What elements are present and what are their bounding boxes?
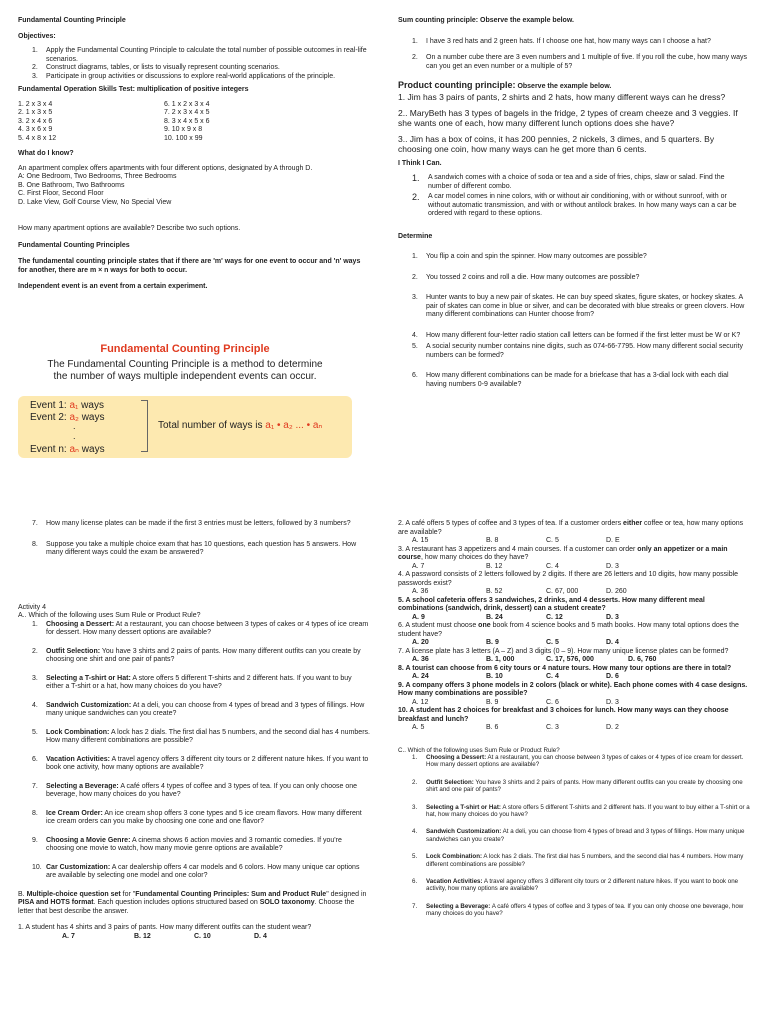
mc-question: 7. A license plate has 3 letters (A – Z) and 3 digits (0 – 9). How many unique license plates can be formed? bbox=[398, 647, 729, 655]
option[interactable]: D. 3 bbox=[606, 698, 619, 706]
option[interactable]: C. 6 bbox=[546, 698, 559, 706]
option[interactable]: C. 4 bbox=[546, 562, 559, 570]
option[interactable]: C. 17, 576, 000 bbox=[546, 656, 594, 663]
list-item: 5. Lock Combination: A lock has 2 dials. The first dial has 5 numbers, and the second dial has 4 numbers. How many different combinations are possible? bbox=[32, 728, 370, 744]
right-top-section bbox=[398, 17, 750, 389]
list-item: 6. How many different combinations can be made for a briefcase that has a 3-dial lock with each dial having numbers 0-9 available? bbox=[412, 372, 729, 388]
list-item: 1. I have 3 red hats and 2 green hats. If I choose one hat, how many ways can I choose a hat? bbox=[412, 37, 711, 45]
event-1: Event 1: a₁ ways bbox=[30, 400, 104, 411]
option[interactable]: B. 12 bbox=[134, 932, 151, 940]
what-block bbox=[18, 165, 370, 208]
event-2: Event 2: a₂ ways bbox=[30, 412, 105, 423]
option[interactable]: B. 9 bbox=[486, 639, 499, 646]
mc-options bbox=[398, 614, 750, 623]
option[interactable]: A. 12 bbox=[412, 698, 429, 706]
independent-definition: Independent event is an event from a certain experiment. bbox=[18, 283, 208, 290]
sum-heading: Sum counting principle: Observe the example below. bbox=[398, 17, 574, 24]
c-section bbox=[398, 747, 750, 918]
dots: . . bbox=[73, 421, 76, 441]
list-item: 3. Selecting a T-shirt or Hat: A store offers 5 different T-shirts and 2 different hats. If you want to buy either a T-shirt or a hat, how many choices do you have? bbox=[412, 803, 750, 818]
list-item: 3. 2 x 4 x 6 bbox=[18, 117, 53, 125]
mc-options bbox=[398, 656, 750, 665]
list-item: 3.. Jim has a box of coins, it has 200 pennies, 2 nickels, 3 dimes, and 5 quarters. By choosing one coin, how many ways can he get more than 6 cents. bbox=[398, 133, 715, 154]
paragraph: An apartment complex offers apartments with four different options, designated by A through D. bbox=[18, 164, 313, 172]
option[interactable]: C. 4 bbox=[546, 673, 559, 680]
option[interactable]: C. 5 bbox=[546, 639, 559, 646]
mc-question: 2. A café offers 5 types of coffee and 3 types of tea. If a customer orders either coffee or tea, how many options are available? bbox=[398, 520, 744, 536]
list-item: 7. Selecting a Beverage: A café offers 4 types of coffee and 3 types of tea. If you can only choose one beverage, how many choices do you have? bbox=[32, 782, 358, 798]
list-item: 1. A sandwich comes with a choice of soda or tea and a side of fries, chips, slaw or salad. Find the number of different combo. bbox=[412, 173, 725, 190]
option[interactable]: B. 52 bbox=[486, 588, 503, 595]
mc-question-1: 1. A student has 4 shirts and 3 pairs of pants. How many different outfits can the student wear? bbox=[18, 924, 312, 931]
option[interactable]: D. 4 bbox=[606, 639, 619, 646]
option[interactable]: C. 3 bbox=[546, 724, 559, 731]
infographic-title: Fundamental Counting Principle bbox=[100, 343, 270, 355]
list-item: 7. 2 x 3 x 4 x 5 bbox=[164, 109, 210, 116]
objectives-list bbox=[18, 47, 370, 81]
mc-question: 10. A student has 2 choices for breakfast and 3 choices for lunch. How many ways can they choose breakfast and lunch? bbox=[398, 707, 729, 723]
list-item: 10. Car Customization: A car dealership offers 4 car models and 6 colors. How many unique car options are available by selecting one model and one color? bbox=[32, 863, 360, 879]
option[interactable]: B. 9 bbox=[486, 698, 499, 706]
fcp-infographic bbox=[18, 343, 352, 461]
list-item: 2. 1 x 3 x 5 bbox=[18, 109, 53, 116]
c-list bbox=[398, 754, 750, 918]
mc-question: 8. A tourist can choose from 6 city tours or 4 nature tours. How many tour options are there in total? bbox=[398, 664, 732, 672]
option[interactable]: A. 9 bbox=[412, 613, 425, 621]
right-bottom-section bbox=[398, 520, 750, 918]
license-list bbox=[18, 520, 370, 558]
paragraph: B. One Bathroom, Two Bathrooms bbox=[18, 181, 125, 189]
mc-options bbox=[398, 673, 750, 682]
list-item: 6. Vacation Activities: A travel agency offers 3 different city tours or 2 different nature hikes. If you want to book one activity, how many options are available? bbox=[412, 877, 739, 893]
doc-title: Fundamental Counting Principle bbox=[18, 17, 126, 24]
list-item: 5. Lock Combination: A lock has 2 dials. The first dial has 5 numbers, and the second dial has 4 numbers. How many different combinations are possible? bbox=[412, 853, 744, 868]
list-item: 3. Selecting a T-shirt or Hat: A store offers 5 different T-shirts and 2 different hats. If you want to buy either a T-shirt or a hat, how many choices do you have? bbox=[32, 674, 352, 690]
option[interactable]: A. 5 bbox=[412, 724, 425, 731]
list-item: 1. Choosing a Dessert: At a restaurant, you can choose between 3 types of cakes or 4 types of ice cream for dessert. How many dessert options are available? bbox=[412, 753, 744, 769]
paragraph: A: One Bedroom, Two Bedrooms, Three Bedrooms bbox=[18, 173, 177, 180]
option[interactable]: A. 7 bbox=[412, 562, 425, 570]
mc-question: 5. A school cafeteria offers 3 sandwiches, 2 drinks, and 4 desserts. How many different meal combinations (sandwich, drink, dessert) can a student create? bbox=[398, 596, 705, 612]
brace bbox=[141, 400, 148, 452]
list-item: 4. How many different four-letter radio station call letters can be formed if the first letter must be W or K? bbox=[412, 331, 741, 339]
list-item: 2.. MaryBeth has 3 types of bagels in the fridge, 2 types of cream cheeze and 3 veggies. If she wants one of each, how many different lunch options does she have? bbox=[398, 107, 738, 128]
activity-list bbox=[18, 621, 370, 881]
list-item: 9. 10 x 9 x 8 bbox=[164, 126, 203, 133]
option[interactable]: B. 8 bbox=[486, 537, 499, 544]
option[interactable]: A. 15 bbox=[412, 537, 429, 544]
objectives-heading: Objectives: bbox=[18, 32, 56, 40]
option[interactable]: D. 2 bbox=[606, 724, 619, 731]
left-bottom-section bbox=[18, 520, 370, 941]
list-item: 6. Vacation Activities: A travel agency offers 3 different city tours or 2 different nature hikes. If you want to book one activity, how many options are available? bbox=[32, 755, 369, 771]
list-item: 9. Choosing a Movie Genre: A cinema shows 6 action movies and 3 romantic comedies. If you're choosing one movie to watch, how many movie genre options are available? bbox=[32, 836, 342, 852]
list-item: 2. Construct diagrams, tables, or lists to visually represent counting scenarios. bbox=[32, 64, 280, 71]
mc-question: 3. A restaurant has 3 appetizers and 4 main courses. If a customer can order only an appetizer or a main course, how many choices do they have? bbox=[398, 545, 728, 561]
list-item: 8. 3 x 4 x 5 x 6 bbox=[164, 117, 210, 125]
mc-options bbox=[398, 699, 750, 708]
list-item: 1. Choosing a Dessert: At a restaurant, you can choose between 3 types of cakes or 4 types of ice cream for dessert. How many dessert options are available? bbox=[32, 620, 369, 636]
list-item: 6. 1 x 2 x 3 x 4 bbox=[164, 100, 210, 108]
list-item: 8. Suppose you take a multiple choice exam that has 10 questions, each question has 5 answers. How many different ways could the exam be answered? bbox=[32, 540, 357, 556]
what-heading: What do I know? bbox=[18, 150, 74, 157]
c-heading: C.. Which of the following uses Sum Rule or Product Rule? bbox=[398, 746, 560, 754]
list-item: 10. 100 x 99 bbox=[164, 134, 203, 142]
event-n: Event n: aₙ ways bbox=[30, 444, 105, 455]
list-item: 2. Outfit Selection: You have 3 shirts and 2 pairs of pants. How many different outfits can you create by choosing one shirt and one pair of pants? bbox=[32, 647, 361, 663]
list-item: 5. A social security number contains nine digits, such as 074-66-7795. How many different social security numbers can be formed? bbox=[412, 343, 743, 359]
skills-grid bbox=[18, 101, 370, 144]
list-item: 3. Participate in group activities or discussions to explore real-world applications of the principle. bbox=[32, 72, 336, 80]
list-item: 3. Hunter wants to buy a new pair of skates. He can buy speed skates, figure skates, or hockey skates. A pair of skates can come in blue or silver, and can be decorated with blue streaks or green clovers. How many different combinations can Hunter choose from? bbox=[412, 294, 745, 318]
mc-options bbox=[398, 639, 750, 648]
list-item: 1. Apply the Fundamental Counting Principle to calculate the total number of possible outcomes in real-life scenarios. bbox=[32, 47, 367, 63]
list-item: 1. You flip a coin and spin the spinner. How many outcomes are possible? bbox=[412, 253, 647, 260]
mc-question: 6. A student must choose one book from 4 science books and 5 math books. How many total options does the student have? bbox=[398, 622, 739, 638]
list-item: 7. How many license plates can be made if the first 3 entries must be letters, followed by 3 numbers? bbox=[32, 520, 351, 527]
mc-question: 9. A company offers 3 phone models in 2 colors (black or white). Each phone comes with 4 case designs. How many combinations are possible? bbox=[398, 681, 748, 697]
option[interactable]: B. 10 bbox=[486, 673, 503, 680]
paragraph: C. First Floor, Second Floor bbox=[18, 190, 104, 197]
skills-heading: Fundamental Operation Skills Test: multiplication of positive integers bbox=[18, 86, 249, 93]
list-item: 4. 3 x 6 x 9 bbox=[18, 126, 53, 133]
activity-heading: Activity 4 bbox=[18, 603, 47, 611]
ithink-list bbox=[398, 174, 750, 219]
list-item: 2. On a number cube there are 3 even numbers and 1 multiple of five. If you roll the cube, how many ways can you get an even number or a multiple of 5? bbox=[412, 54, 748, 70]
mc-question: 4. A password consists of 2 letters followed by 2 digits. If there are 26 letters and 10 digits, how many possible passwords exist? bbox=[398, 571, 739, 587]
option[interactable]: A. 24 bbox=[412, 673, 429, 680]
product-list bbox=[398, 92, 750, 154]
determine-heading: Determine bbox=[398, 232, 433, 240]
mc-options bbox=[398, 588, 750, 597]
list-item: 1. 2 x 3 x 4 bbox=[18, 100, 53, 108]
option[interactable]: B. 1, 000 bbox=[486, 656, 515, 663]
mc-options-1 bbox=[18, 933, 370, 942]
determine-list bbox=[398, 253, 750, 389]
how-many-question: How many apartment options are available? Describe two such options. bbox=[18, 225, 241, 232]
list-item: 7. Selecting a Beverage: A café offers 4 types of coffee and 3 types of tea. If you can only choose one beverage, how many choices do you have? bbox=[412, 902, 744, 918]
option[interactable]: A. 7 bbox=[62, 932, 75, 940]
mc-options bbox=[398, 563, 750, 572]
list-item: 2. A car model comes in nine colors, with or without air conditioning, with or without sunroof, with or without automatic transmission, and with or without antilock brakes. In how many ways can a car be ordered with regard to these options. bbox=[412, 192, 737, 217]
paragraph: D. Lake View, Golf Course View, No Special View bbox=[18, 198, 172, 206]
mc-options bbox=[398, 724, 750, 733]
option[interactable]: D. 3 bbox=[606, 562, 619, 570]
option[interactable]: D. 260 bbox=[606, 588, 627, 595]
option[interactable]: C. 12 bbox=[546, 613, 563, 621]
list-item: 8. Ice Cream Order: An ice cream shop offers 3 cone types and 5 ice cream flavors. How many different ice cream orders can you make by choosing one cone and one flavor? bbox=[32, 809, 362, 825]
option[interactable]: A. 20 bbox=[412, 639, 429, 646]
infographic-subtitle: The Fundamental Counting Principle is a method to determine the number of ways multiple independent events can occur. bbox=[47, 359, 323, 382]
option[interactable]: B. 6 bbox=[486, 724, 499, 731]
total-ways: Total number of ways is a₁ • a₂ ... • aₙ bbox=[158, 420, 323, 431]
infographic-panel bbox=[18, 396, 352, 458]
option[interactable]: D. E bbox=[606, 537, 620, 544]
product-heading: Product counting principle: Observe the example below. bbox=[398, 80, 612, 90]
list-item: 4. Sandwich Customization: At a deli, you can choose from 4 types of bread and 3 types of fillings. How many unique sandwiches can you create? bbox=[412, 828, 745, 843]
ithink-heading: I Think I Can. bbox=[398, 159, 442, 167]
fcp-heading: Fundamental Counting Principles bbox=[18, 241, 130, 249]
sum-list bbox=[398, 38, 750, 72]
option[interactable]: C. 10 bbox=[194, 932, 211, 940]
option[interactable]: A. 36 bbox=[412, 588, 429, 595]
option[interactable]: B. 12 bbox=[486, 562, 503, 570]
option[interactable]: D. 6, 760 bbox=[628, 656, 657, 663]
option[interactable]: D. 4 bbox=[254, 932, 267, 940]
mc-intro: B. Multiple-choice question set for "Fundamental Counting Principles: Sum and Product Rule" designed in PISA and HOTS format. Each question includes options structured based on SOLO taxonomy. Choose the letter that best describe the answer. bbox=[18, 890, 367, 915]
mc-options bbox=[398, 537, 750, 546]
list-item: 5. 4 x 8 x 12 bbox=[18, 134, 57, 142]
list-item: 2. You tossed 2 coins and roll a die. How many outcomes are possible? bbox=[412, 273, 640, 281]
option[interactable]: D. 3 bbox=[606, 613, 619, 621]
skills-right bbox=[164, 101, 210, 144]
option[interactable]: A. 36 bbox=[412, 656, 429, 663]
option[interactable]: D. 6 bbox=[606, 673, 619, 680]
left-top-section bbox=[18, 17, 370, 292]
option[interactable]: B. 24 bbox=[486, 613, 503, 621]
list-item: 2. Outfit Selection: You have 3 shirts and 2 pairs of pants. How many different outfits can you create by choosing one shirt and one pair of pants? bbox=[412, 778, 743, 794]
mc-list bbox=[398, 520, 750, 733]
activity-a: A.. Which of the following uses Sum Rule or Product Rule? bbox=[18, 612, 201, 619]
option[interactable]: C. 67, 000 bbox=[546, 588, 579, 595]
fcp-definition: The fundamental counting principle states that if there are 'm' ways for one event to occur and 'n' ways for another, there are m × n ways for both to occur. bbox=[18, 258, 361, 274]
list-item: 4. Sandwich Customization: At a deli, you can choose from 4 types of bread and 3 types of fillings. How many unique sandwiches can you create? bbox=[32, 701, 365, 717]
list-item: 1. Jim has 3 pairs of pants, 2 shirts and 2 hats, how many different ways can he dress? bbox=[398, 91, 726, 102]
skills-left bbox=[18, 101, 164, 144]
option[interactable]: C. 5 bbox=[546, 537, 559, 544]
